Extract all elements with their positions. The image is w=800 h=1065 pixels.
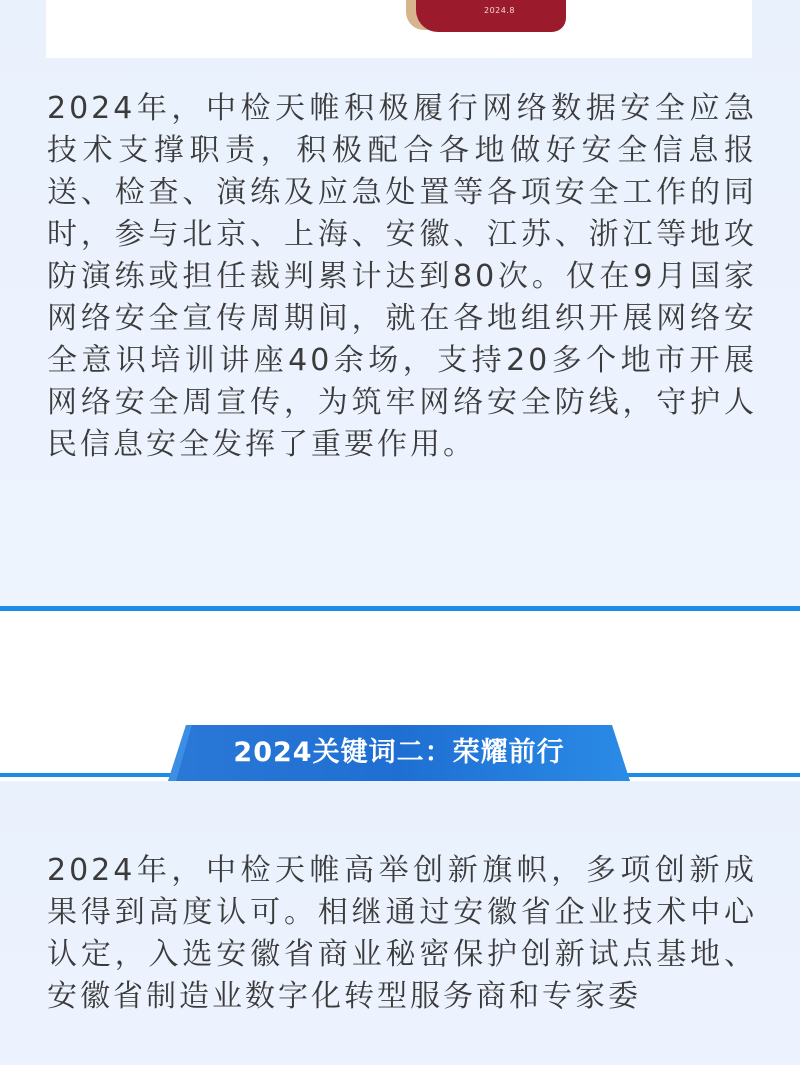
paragraph-emergency-support: 2024年，中检天帷积极履行网络数据安全应急技术支撑职责，积极配合各地做好安全信息报送、检查、演练及应急处置等各项安全工作的同时，参与北京、上海、安徽、江苏、浙江等地攻防演练或担任裁判累计达到80次。仅在9月国家网络安全宣传周期间，就在各地组织开展网络安全意识培训讲座40余场，支持20多个地市开展网络安全周宣传，为筑牢网络安全防线，守护人民信息安全发挥了重要作用。 [47, 91, 757, 462]
heading-ribbon [168, 725, 630, 781]
section-heading-keyword-two: 2024关键词二：荣耀前行 [233, 737, 565, 768]
paragraph-innovation: 2024年，中检天帷高举创新旗帜，多项创新成果得到高度认可。相继通过安徽省企业技术中心认定，入选安徽省商业秘密保护创新试点基地、安徽省制造业数字化转型服务商和专家委 [47, 853, 757, 1014]
award-photo [46, 0, 752, 58]
trophy-plaque [416, 0, 566, 32]
plaque-date: 2024.8 [484, 6, 515, 15]
